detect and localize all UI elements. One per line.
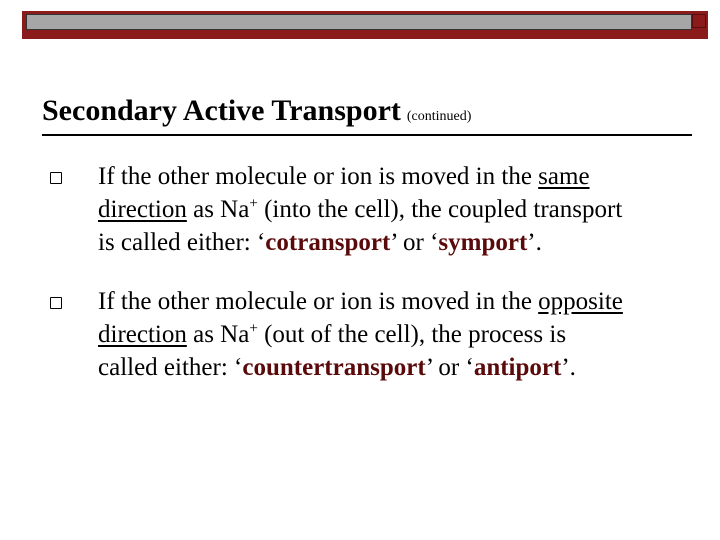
term-cotransport: cotransport	[265, 229, 391, 256]
term-antiport: antiport	[473, 354, 562, 381]
header-decoration-bar	[22, 11, 708, 39]
term-symport: symport	[438, 229, 528, 256]
header-bar-gray-band	[26, 14, 692, 30]
bullet-2-line-1: If the other molecule or ion is moved in the opposite	[98, 288, 623, 315]
slide-title	[42, 94, 471, 128]
bullet-2-line-2: direction as Na+ (out of the cell), the process is	[98, 320, 567, 348]
bullet-square-icon	[50, 172, 62, 184]
term-countertransport: countertransport	[242, 354, 426, 381]
bullet-paragraph-2	[98, 285, 698, 384]
bullet-paragraph-1	[98, 160, 698, 259]
bullet-1-line-1: If the other molecule or ion is moved in the same	[98, 163, 590, 190]
title-area	[42, 94, 692, 136]
slide-subtitle: (continued)	[406, 109, 472, 124]
bullet-1-line-2: direction as Na+ (into the cell), the coupled transport	[98, 195, 623, 223]
bullet-2-line-3: called either: ‘countertransport’ or ‘antiport’.	[98, 354, 576, 381]
slide-title-text: Secondary Active Transport	[42, 94, 401, 127]
bullet-square-icon	[50, 297, 62, 309]
bullet-1-line-3: is called either: ‘cotransport’ or ‘symport’.	[98, 229, 542, 256]
header-bar-square	[692, 14, 706, 28]
